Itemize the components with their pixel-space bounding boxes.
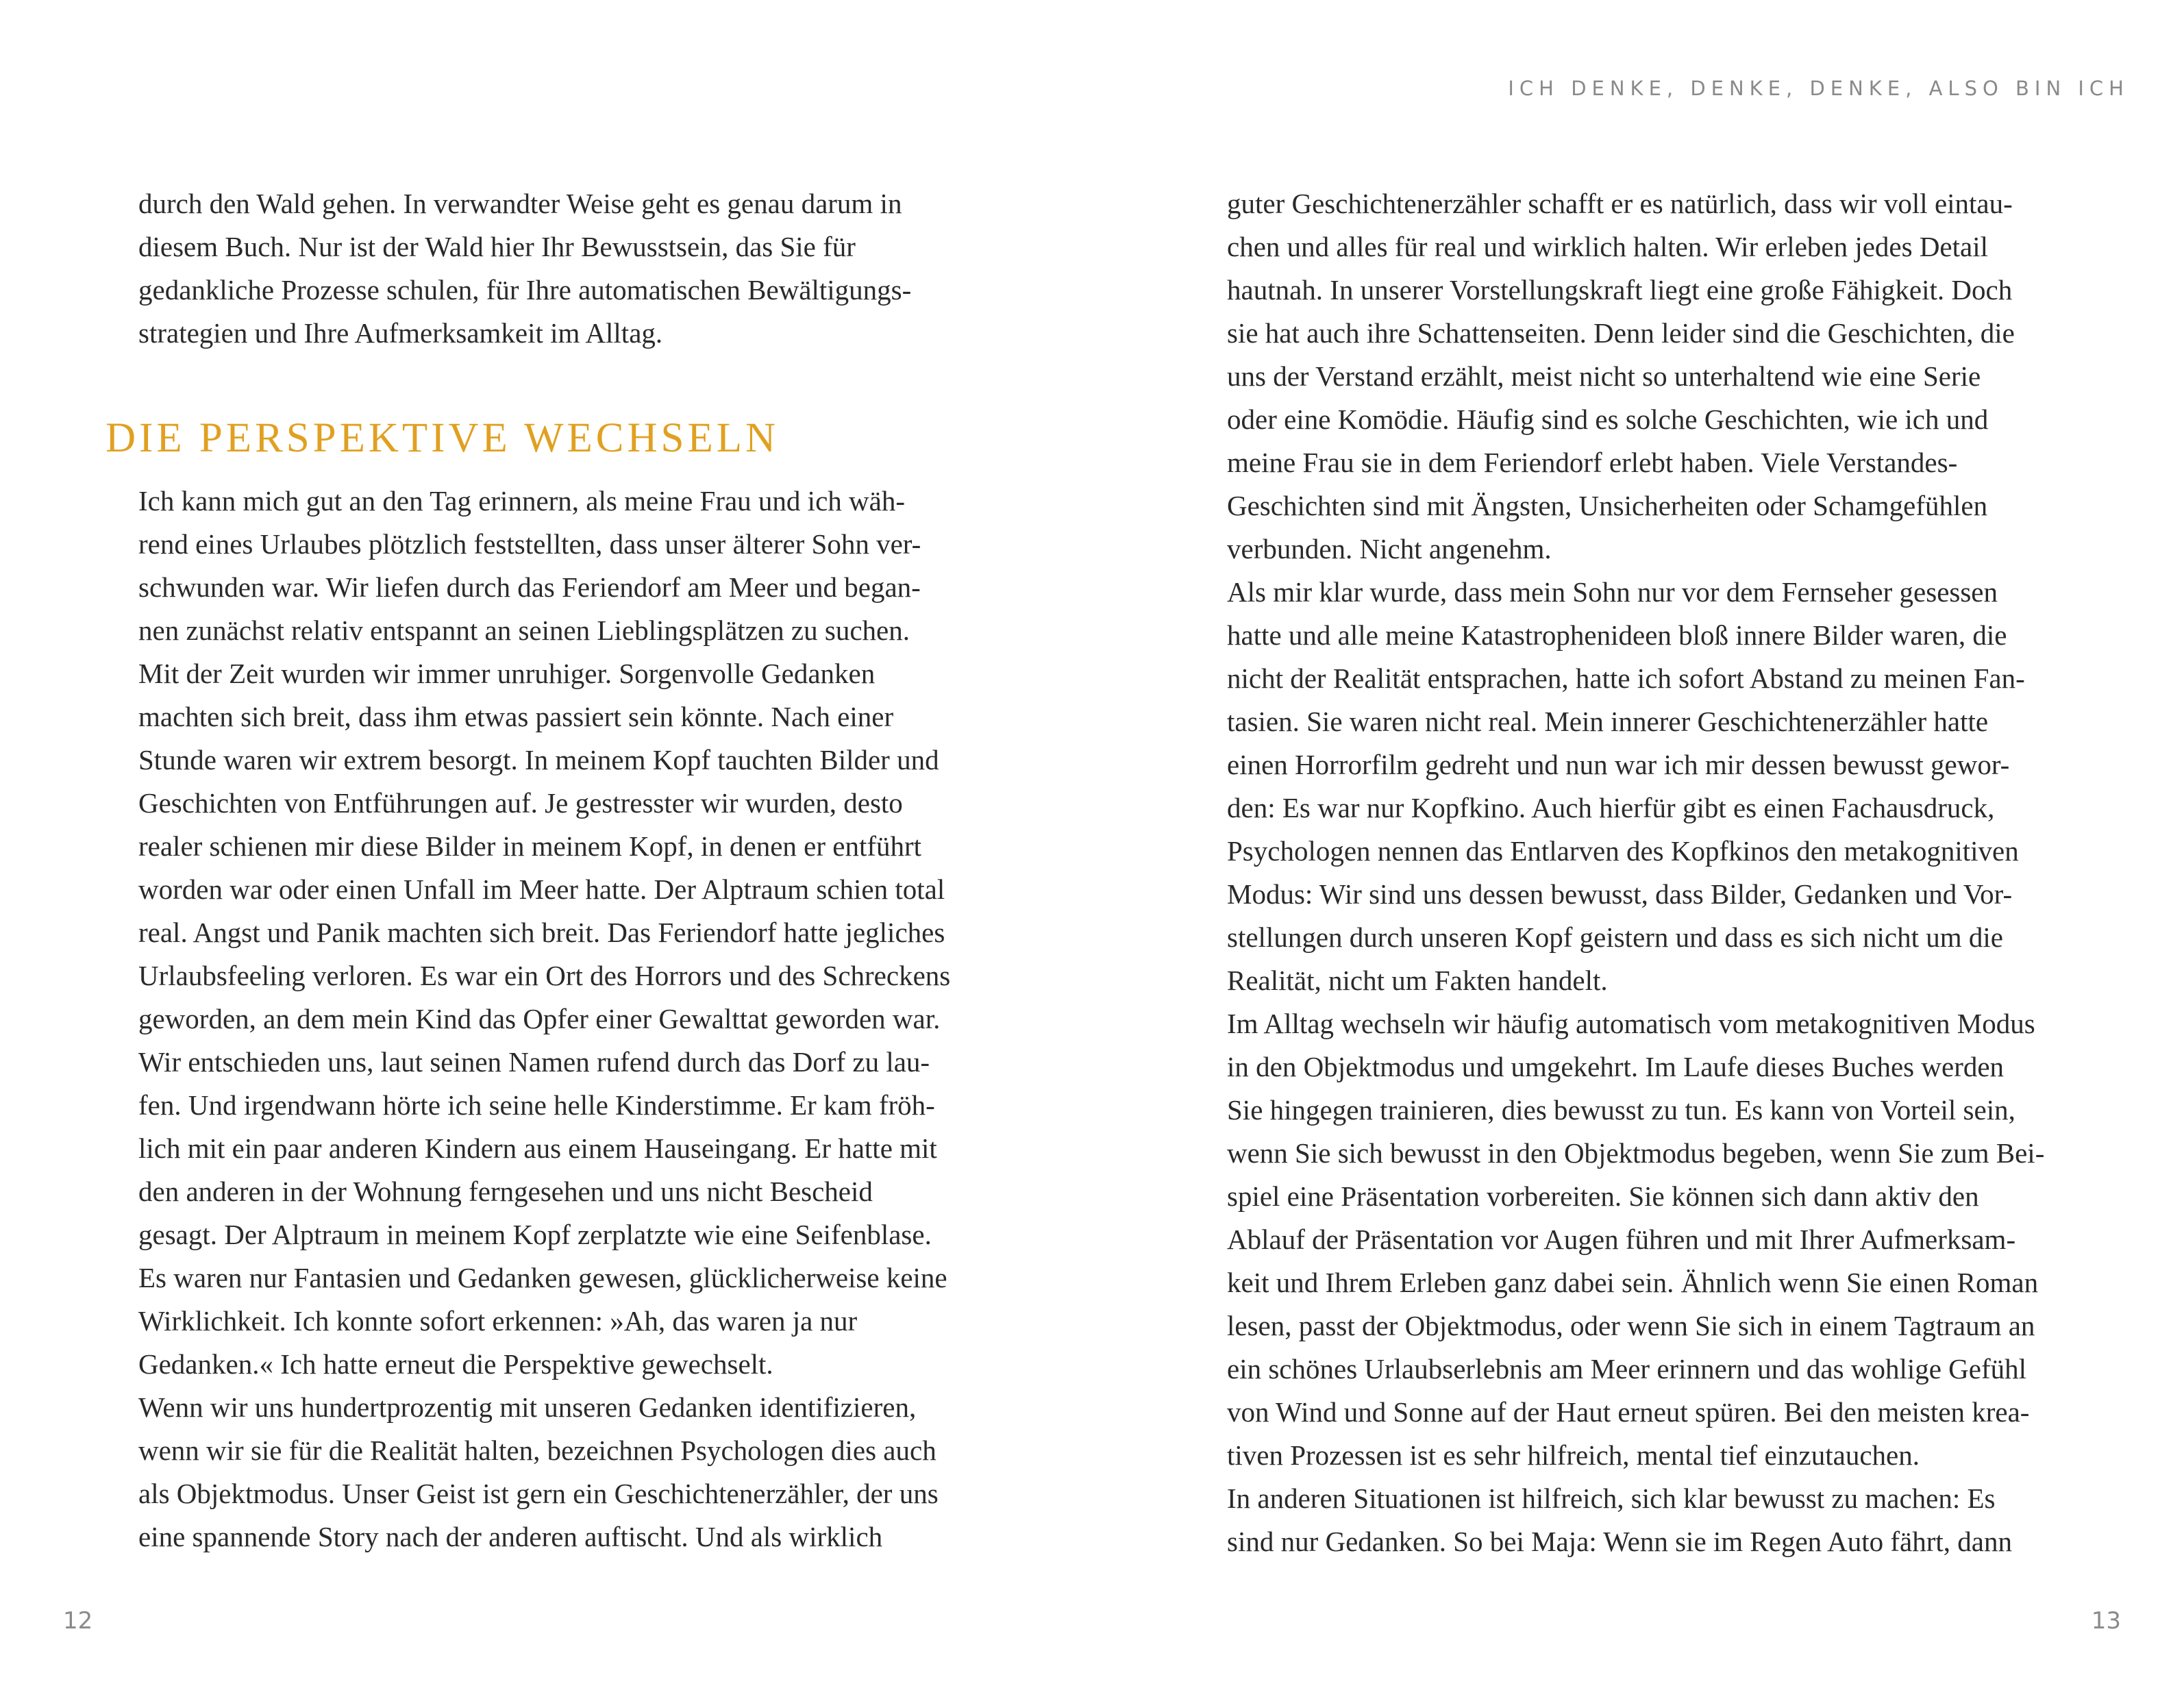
text-line: Sie hingegen trainieren, dies bewusst zu tun. Es kann von Vorteil sein, xyxy=(1227,1094,2015,1126)
text-line: tasien. Sie waren nicht real. Mein innerer Geschichtenerzähler hatte xyxy=(1227,706,1989,737)
text-line: sind nur Gedanken. So bei Maja: Wenn sie im Regen Auto fährt, dann xyxy=(1227,1526,2012,1557)
text-line: schwunden war. Wir liefen durch das Feriendorf am Meer und began- xyxy=(138,571,921,603)
text-line: tiven Prozessen ist es sehr hilfreich, mental tief einzutauchen. xyxy=(1227,1439,1920,1471)
text-line: oder eine Komödie. Häufig sind es solche Geschichten, wie ich und xyxy=(1227,404,1989,435)
right-body-text xyxy=(1227,182,2044,1563)
text-line: nen zunächst relativ entspannt an seinen Lieblingsplätzen zu suchen. xyxy=(138,615,910,646)
text-line: realer schienen mir diese Bilder in meinem Kopf, in denen er entführt xyxy=(138,830,922,862)
text-line: strategien und Ihre Aufmerksamkeit im Alltag. xyxy=(138,317,663,349)
text-line: In anderen Situationen ist hilfreich, sich klar bewusst zu machen: Es xyxy=(1227,1483,1996,1514)
text-line: Mit der Zeit wurden wir immer unruhiger. Sorgenvolle Gedanken xyxy=(138,658,876,689)
page-number-left: 12 xyxy=(63,1607,93,1635)
text-line: in den Objektmodus und umgekehrt. Im Laufe dieses Buches werden xyxy=(1227,1051,2005,1082)
page-number-right: 13 xyxy=(2091,1607,2121,1635)
text-line: spiel eine Präsentation vorbereiten. Sie können sich dann aktiv den xyxy=(1227,1180,1979,1212)
text-line: uns der Verstand erzählt, meist nicht so unterhaltend wie eine Serie xyxy=(1227,360,1981,392)
text-line: als Objektmodus. Unser Geist ist gern ein Geschichtenerzähler, der uns xyxy=(138,1478,939,1509)
text-line: verbunden. Nicht angenehm. xyxy=(1227,533,1552,565)
text-line: Wenn wir uns hundertprozentig mit unseren Gedanken identifizieren, xyxy=(138,1391,917,1423)
text-line: eine spannende Story nach der anderen auftischt. Und als wirklich xyxy=(138,1521,883,1552)
text-line: hatte und alle meine Katastrophenideen bloß innere Bilder waren, die xyxy=(1227,619,2007,651)
text-line: Modus: Wir sind uns dessen bewusst, dass Bilder, Gedanken und Vor- xyxy=(1227,878,2013,910)
text-line: Stunde waren wir extrem besorgt. In meinem Kopf tauchten Bilder und xyxy=(138,744,939,776)
text-line: real. Angst und Panik machten sich breit. Das Feriendorf hatte jegliches xyxy=(138,917,945,948)
text-line: Ich kann mich gut an den Tag erinnern, als meine Frau und ich wäh- xyxy=(138,485,905,517)
text-line: hautnah. In unserer Vorstellungskraft liegt eine große Fähigkeit. Doch xyxy=(1227,274,2013,306)
text-line: rend eines Urlaubes plötzlich feststellten, dass unser älterer Sohn ver- xyxy=(138,528,921,560)
text-line: nicht der Realität entsprachen, hatte ich sofort Abstand zu meinen Fan- xyxy=(1227,662,2025,694)
text-line: Es waren nur Fantasien und Gedanken gewesen, glücklicherweise keine xyxy=(138,1262,947,1293)
text-line: fen. Und irgendwann hörte ich seine helle Kinderstimme. Er kam fröh- xyxy=(138,1089,935,1121)
text-line: Ablauf der Präsentation vor Augen führen und mit Ihrer Aufmerksam- xyxy=(1227,1224,2016,1255)
text-line: gesagt. Der Alptraum in meinem Kopf zerplatzte wie eine Seifenblase. xyxy=(138,1219,932,1250)
text-line: lesen, passt der Objektmodus, oder wenn Sie sich in einem Tagtraum an xyxy=(1227,1310,2035,1341)
text-line: wenn Sie sich bewusst in den Objektmodus begeben, wenn Sie zum Bei- xyxy=(1227,1137,2045,1169)
text-line: Geschichten sind mit Ängsten, Unsicherheiten oder Schamgefühlen xyxy=(1227,490,1988,521)
text-line: den: Es war nur Kopfkino. Auch hierfür gibt es einen Fachausdruck, xyxy=(1227,792,1995,823)
text-line: keit und Ihrem Erleben ganz dabei sein. Ähnlich wenn Sie einen Roman xyxy=(1227,1267,2039,1298)
text-line: stellungen durch unseren Kopf geistern und dass es sich nicht um die xyxy=(1227,921,2003,953)
text-line: guter Geschichtenerzähler schafft er es natürlich, dass wir voll eintau- xyxy=(1227,188,2013,219)
text-line: Realität, nicht um Fakten handelt. xyxy=(1227,965,1608,996)
text-line: ein schönes Urlaubserlebnis am Meer erinnern und das wohlige Gefühl xyxy=(1227,1353,2027,1385)
text-line: sie hat auch ihre Schattenseiten. Denn leider sind die Geschichten, die xyxy=(1227,317,2015,349)
section-heading: DIE PERSPEKTIVE WECHSELN xyxy=(106,415,780,461)
text-line: Wir entschieden uns, laut seinen Namen rufend durch das Dorf zu lau- xyxy=(138,1046,930,1078)
text-line: chen und alles für real und wirklich halten. Wir erleben jedes Detail xyxy=(1227,231,1989,262)
text-line: Im Alltag wechseln wir häufig automatisch vom metakognitiven Modus xyxy=(1227,1008,2035,1039)
text-line: worden war oder einen Unfall im Meer hatte. Der Alptraum schien total xyxy=(138,873,945,905)
text-line: gedankliche Prozesse schulen, für Ihre automatischen Bewältigungs- xyxy=(138,274,912,306)
text-line: von Wind und Sonne auf der Haut erneut spüren. Bei den meisten krea- xyxy=(1227,1396,2030,1428)
left-intro-text xyxy=(138,182,911,355)
text-line: geworden, an dem mein Kind das Opfer einer Gewalttat geworden war. xyxy=(138,1003,941,1034)
text-line: durch den Wald gehen. In verwandter Weise geht es genau darum in xyxy=(138,188,902,219)
left-body-text xyxy=(138,480,950,1559)
text-line: Geschichten von Entführungen auf. Je gestresster wir wurden, desto xyxy=(138,787,903,819)
text-line: Gedanken.« Ich hatte erneut die Perspektive gewechselt. xyxy=(138,1348,773,1380)
running-header: ICH DENKE, DENKE, DENKE, ALSO BIN ICH xyxy=(1508,77,2129,100)
text-line: diesem Buch. Nur ist der Wald hier Ihr Bewusstsein, das Sie für xyxy=(138,231,856,262)
text-line: Wirklichkeit. Ich konnte sofort erkennen: »Ah, das waren ja nur xyxy=(138,1305,858,1337)
text-line: lich mit ein paar anderen Kindern aus einem Hauseingang. Er hatte mit xyxy=(138,1132,937,1164)
text-line: Urlaubsfeeling verloren. Es war ein Ort des Horrors und des Schreckens xyxy=(138,960,951,991)
text-line: machten sich breit, dass ihm etwas passiert sein könnte. Nach einer xyxy=(138,701,894,732)
text-line: Psychologen nennen das Entlarven des Kopfkinos den metakognitiven xyxy=(1227,835,2019,867)
text-line: wenn wir sie für die Realität halten, bezeichnen Psychologen dies auch xyxy=(138,1435,936,1466)
text-line: meine Frau sie in dem Feriendorf erlebt haben. Viele Verstandes- xyxy=(1227,447,1958,478)
text-line: einen Horrorfilm gedreht und nun war ich mir dessen bewusst gewor- xyxy=(1227,749,2010,780)
text-line: den anderen in der Wohnung ferngesehen und uns nicht Bescheid xyxy=(138,1176,873,1207)
text-line: Als mir klar wurde, dass mein Sohn nur vor dem Fernseher gesessen xyxy=(1227,576,1998,608)
